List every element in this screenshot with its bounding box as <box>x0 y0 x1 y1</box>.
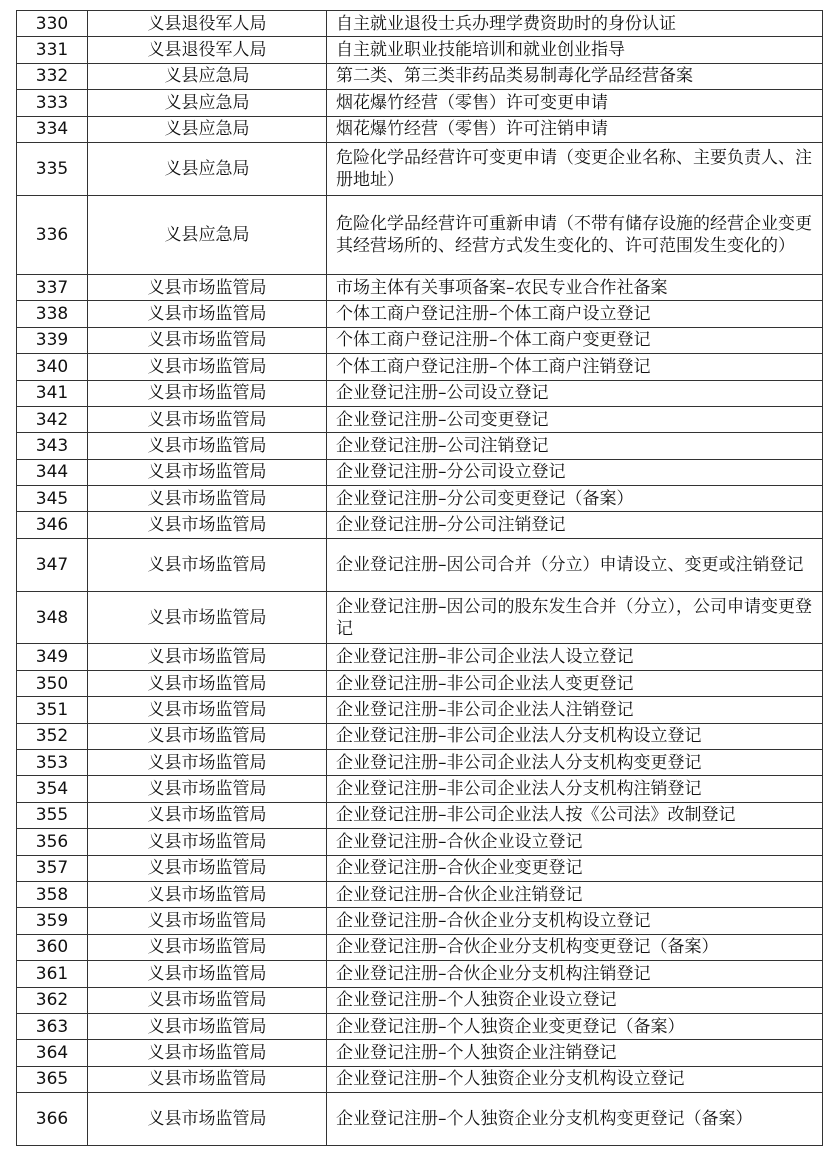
department-cell: 义县市场监管局 <box>88 1066 327 1092</box>
service-item-cell: 企业登记注册–分公司设立登记 <box>327 459 823 485</box>
department-cell: 义县市场监管局 <box>88 987 327 1013</box>
department-cell: 义县市场监管局 <box>88 512 327 538</box>
service-item-cell: 企业登记注册–分公司注销登记 <box>327 512 823 538</box>
table-row <box>17 195 823 274</box>
row-number-cell: 336 <box>17 195 88 274</box>
row-number-cell: 361 <box>17 961 88 987</box>
department-cell: 义县应急局 <box>88 116 327 142</box>
service-item-cell: 烟花爆竹经营（零售）许可注销申请 <box>327 116 823 142</box>
table-row <box>17 802 823 828</box>
table-row <box>17 1093 823 1146</box>
department-cell: 义县退役军人局 <box>88 37 327 63</box>
row-number-cell: 352 <box>17 723 88 749</box>
table-row <box>17 327 823 353</box>
department-cell: 义县市场监管局 <box>88 406 327 432</box>
service-item-cell: 企业登记注册–公司设立登记 <box>327 380 823 406</box>
department-cell: 义县应急局 <box>88 90 327 116</box>
department-cell: 义县市场监管局 <box>88 1013 327 1039</box>
table-row <box>17 934 823 960</box>
table-row <box>17 538 823 591</box>
department-cell: 义县市场监管局 <box>88 670 327 696</box>
service-item-cell: 危险化学品经营许可变更申请（变更企业名称、主要负责人、注册地址） <box>327 142 823 195</box>
table-row <box>17 881 823 907</box>
department-cell: 义县退役军人局 <box>88 11 327 37</box>
department-cell: 义县市场监管局 <box>88 644 327 670</box>
service-item-cell: 个体工商户登记注册–个体工商户注销登记 <box>327 354 823 380</box>
service-item-cell: 第二类、第三类非药品类易制毒化学品经营备案 <box>327 63 823 89</box>
service-item-cell: 企业登记注册–个人独资企业变更登记（备案） <box>327 1013 823 1039</box>
department-cell: 义县市场监管局 <box>88 354 327 380</box>
department-cell: 义县市场监管局 <box>88 776 327 802</box>
service-item-cell: 企业登记注册–合伙企业分支机构注销登记 <box>327 961 823 987</box>
service-item-cell: 企业登记注册–合伙企业分支机构设立登记 <box>327 908 823 934</box>
service-item-cell: 自主就业职业技能培训和就业创业指导 <box>327 37 823 63</box>
row-number-cell: 330 <box>17 11 88 37</box>
service-item-cell: 企业登记注册–非公司企业法人变更登记 <box>327 670 823 696</box>
service-item-cell: 企业登记注册–非公司企业法人按《公司法》改制登记 <box>327 802 823 828</box>
department-cell: 义县市场监管局 <box>88 486 327 512</box>
table-row <box>17 670 823 696</box>
row-number-cell: 360 <box>17 934 88 960</box>
department-cell: 义县市场监管局 <box>88 697 327 723</box>
table-row <box>17 512 823 538</box>
table-row <box>17 301 823 327</box>
table-row <box>17 697 823 723</box>
service-item-cell: 企业登记注册–个人独资企业注销登记 <box>327 1040 823 1066</box>
row-number-cell: 353 <box>17 750 88 776</box>
department-cell: 义县市场监管局 <box>88 829 327 855</box>
row-number-cell: 338 <box>17 301 88 327</box>
row-number-cell: 347 <box>17 538 88 591</box>
row-number-cell: 345 <box>17 486 88 512</box>
row-number-cell: 342 <box>17 406 88 432</box>
table-row <box>17 1013 823 1039</box>
table-row <box>17 274 823 300</box>
service-item-cell: 企业登记注册–公司变更登记 <box>327 406 823 432</box>
row-number-cell: 365 <box>17 1066 88 1092</box>
row-number-cell: 348 <box>17 591 88 644</box>
table-row <box>17 855 823 881</box>
service-item-cell: 企业登记注册–分公司变更登记（备案） <box>327 486 823 512</box>
department-cell: 义县市场监管局 <box>88 802 327 828</box>
table-row <box>17 90 823 116</box>
department-cell: 义县市场监管局 <box>88 380 327 406</box>
table-row <box>17 11 823 37</box>
table-row <box>17 459 823 485</box>
row-number-cell: 351 <box>17 697 88 723</box>
table-row <box>17 723 823 749</box>
service-item-cell: 个体工商户登记注册–个体工商户设立登记 <box>327 301 823 327</box>
service-item-cell: 企业登记注册–非公司企业法人分支机构变更登记 <box>327 750 823 776</box>
table-row <box>17 63 823 89</box>
department-cell: 义县市场监管局 <box>88 1040 327 1066</box>
row-number-cell: 340 <box>17 354 88 380</box>
table-row <box>17 380 823 406</box>
table-row <box>17 750 823 776</box>
row-number-cell: 334 <box>17 116 88 142</box>
department-cell: 义县市场监管局 <box>88 591 327 644</box>
service-item-cell: 企业登记注册–因公司的股东发生合并（分立），公司申请变更登记 <box>327 591 823 644</box>
service-item-cell: 企业登记注册–合伙企业变更登记 <box>327 855 823 881</box>
row-number-cell: 332 <box>17 63 88 89</box>
table-row <box>17 142 823 195</box>
department-cell: 义县市场监管局 <box>88 538 327 591</box>
row-number-cell: 354 <box>17 776 88 802</box>
service-item-cell: 企业登记注册–合伙企业设立登记 <box>327 829 823 855</box>
department-cell: 义县市场监管局 <box>88 1093 327 1146</box>
row-number-cell: 333 <box>17 90 88 116</box>
row-number-cell: 341 <box>17 380 88 406</box>
row-number-cell: 356 <box>17 829 88 855</box>
table-row <box>17 1040 823 1066</box>
row-number-cell: 344 <box>17 459 88 485</box>
service-item-cell: 企业登记注册–个人独资企业设立登记 <box>327 987 823 1013</box>
row-number-cell: 350 <box>17 670 88 696</box>
table-row <box>17 486 823 512</box>
service-item-cell: 企业登记注册–非公司企业法人分支机构设立登记 <box>327 723 823 749</box>
service-item-cell: 自主就业退役士兵办理学费资助时的身份认证 <box>327 11 823 37</box>
row-number-cell: 364 <box>17 1040 88 1066</box>
department-cell: 义县应急局 <box>88 63 327 89</box>
row-number-cell: 363 <box>17 1013 88 1039</box>
department-cell: 义县市场监管局 <box>88 934 327 960</box>
row-number-cell: 335 <box>17 142 88 195</box>
row-number-cell: 346 <box>17 512 88 538</box>
department-cell: 义县市场监管局 <box>88 301 327 327</box>
row-number-cell: 358 <box>17 881 88 907</box>
services-table <box>16 10 823 1146</box>
table-row <box>17 1066 823 1092</box>
table-row <box>17 591 823 644</box>
department-cell: 义县市场监管局 <box>88 433 327 459</box>
department-cell: 义县市场监管局 <box>88 459 327 485</box>
service-item-cell: 个体工商户登记注册–个体工商户变更登记 <box>327 327 823 353</box>
service-item-cell: 烟花爆竹经营（零售）许可变更申请 <box>327 90 823 116</box>
table-row <box>17 961 823 987</box>
row-number-cell: 331 <box>17 37 88 63</box>
service-item-cell: 企业登记注册–个人独资企业分支机构变更登记（备案） <box>327 1093 823 1146</box>
table-row <box>17 644 823 670</box>
department-cell: 义县市场监管局 <box>88 881 327 907</box>
table-row <box>17 987 823 1013</box>
row-number-cell: 357 <box>17 855 88 881</box>
department-cell: 义县市场监管局 <box>88 723 327 749</box>
row-number-cell: 359 <box>17 908 88 934</box>
service-item-cell: 企业登记注册–非公司企业法人分支机构注销登记 <box>327 776 823 802</box>
row-number-cell: 339 <box>17 327 88 353</box>
service-item-cell: 市场主体有关事项备案–农民专业合作社备案 <box>327 274 823 300</box>
table-row <box>17 829 823 855</box>
table-row <box>17 37 823 63</box>
services-table-body <box>17 11 823 1146</box>
service-item-cell: 企业登记注册–非公司企业法人注销登记 <box>327 697 823 723</box>
row-number-cell: 362 <box>17 987 88 1013</box>
service-item-cell: 企业登记注册–合伙企业分支机构变更登记（备案） <box>327 934 823 960</box>
table-row <box>17 116 823 142</box>
department-cell: 义县市场监管局 <box>88 961 327 987</box>
department-cell: 义县市场监管局 <box>88 855 327 881</box>
service-item-cell: 危险化学品经营许可重新申请（不带有储存设施的经营企业变更其经营场所的、经营方式发生变化的、许可范围发生变化的） <box>327 195 823 274</box>
row-number-cell: 337 <box>17 274 88 300</box>
service-item-cell: 企业登记注册–合伙企业注销登记 <box>327 881 823 907</box>
row-number-cell: 343 <box>17 433 88 459</box>
service-item-cell: 企业登记注册–因公司合并（分立）申请设立、变更或注销登记 <box>327 538 823 591</box>
table-row <box>17 776 823 802</box>
service-item-cell: 企业登记注册–非公司企业法人设立登记 <box>327 644 823 670</box>
department-cell: 义县市场监管局 <box>88 908 327 934</box>
department-cell: 义县应急局 <box>88 142 327 195</box>
department-cell: 义县应急局 <box>88 195 327 274</box>
department-cell: 义县市场监管局 <box>88 274 327 300</box>
department-cell: 义县市场监管局 <box>88 750 327 776</box>
row-number-cell: 349 <box>17 644 88 670</box>
table-row <box>17 406 823 432</box>
department-cell: 义县市场监管局 <box>88 327 327 353</box>
row-number-cell: 366 <box>17 1093 88 1146</box>
service-item-cell: 企业登记注册–个人独资企业分支机构设立登记 <box>327 1066 823 1092</box>
service-item-cell: 企业登记注册–公司注销登记 <box>327 433 823 459</box>
table-row <box>17 433 823 459</box>
table-row <box>17 908 823 934</box>
table-row <box>17 354 823 380</box>
row-number-cell: 355 <box>17 802 88 828</box>
